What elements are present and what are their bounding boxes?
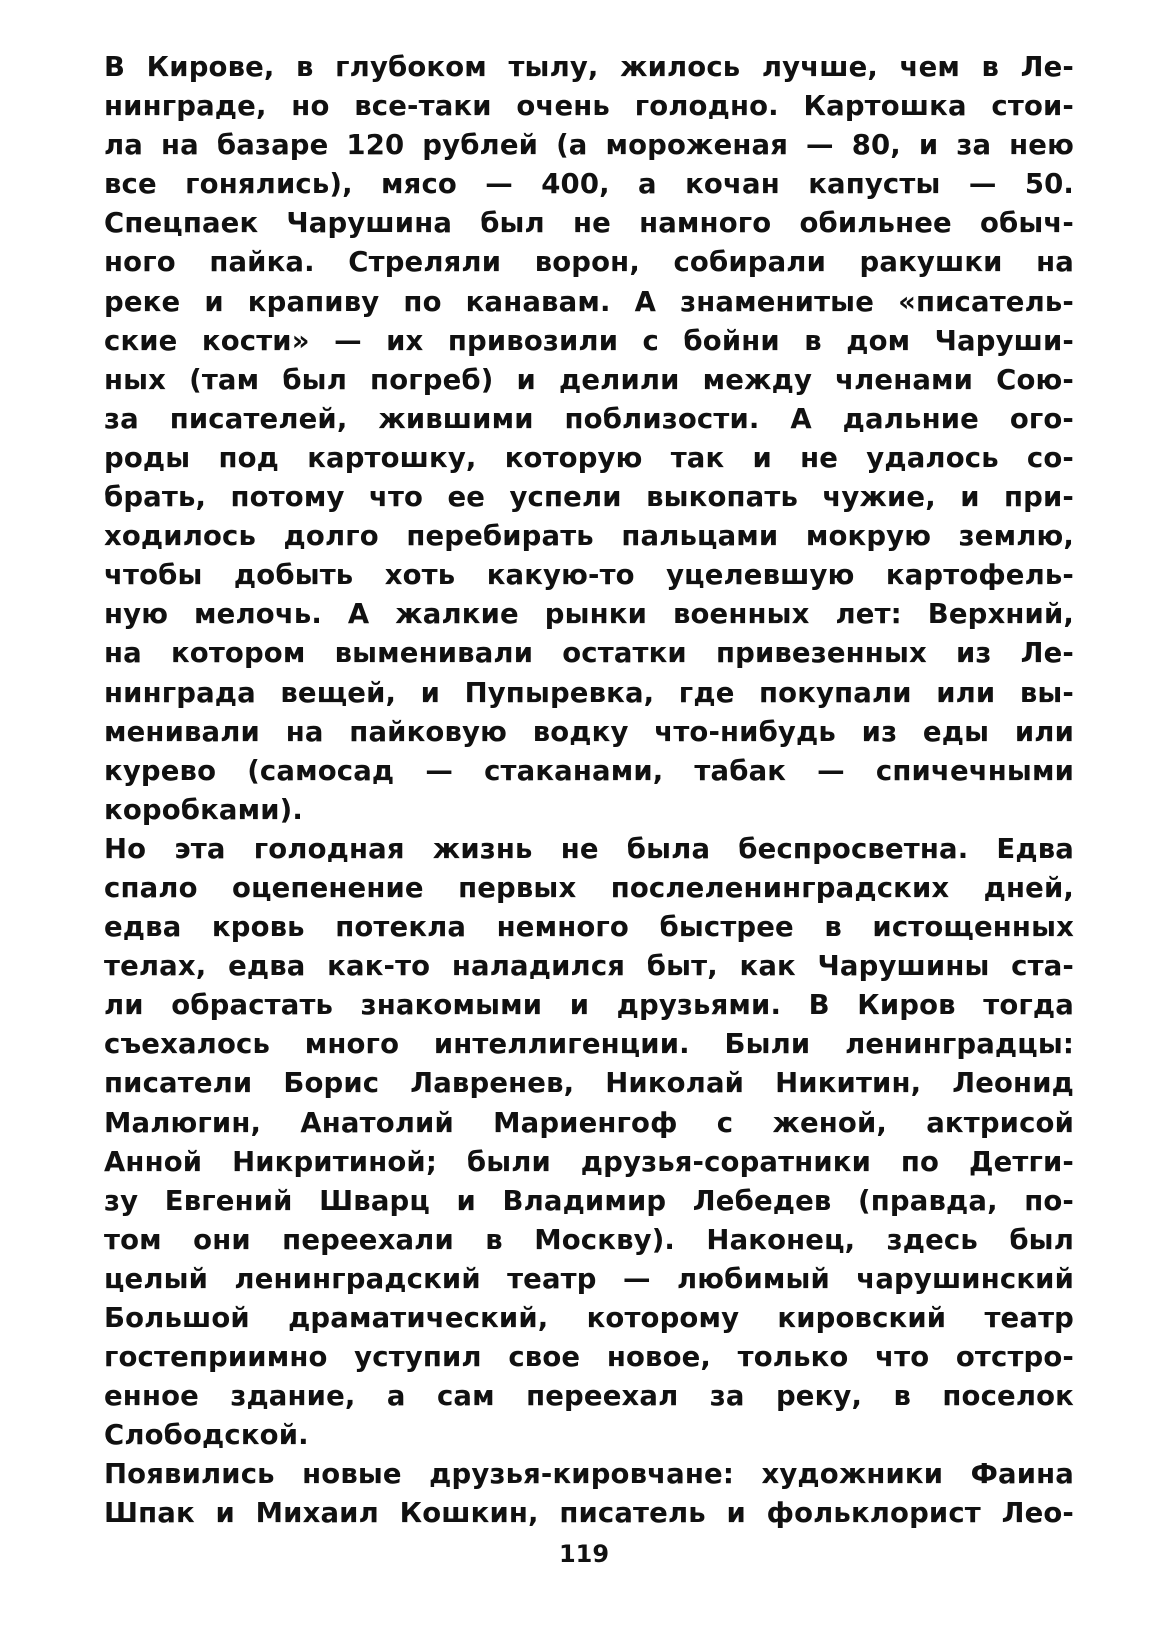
text-line: телах, едва как-то наладился быт, как Чарушины ста- — [104, 950, 1074, 983]
text-line: ские кости» — их привозили с бойни в дом Чаруши- — [104, 324, 1074, 357]
text-line: ходилось долго перебирать пальцами мокрую землю, — [104, 520, 1074, 553]
text-line: целый ленинградский театр — любимый чарушинский — [104, 1262, 1074, 1295]
text-line: менивали на пайковую водку что-нибудь из еды или — [104, 715, 1074, 748]
text-line: Большой драматический, которому кировский театр — [104, 1302, 1074, 1334]
text-line: Малюгин, Анатолий Мариенгоф с женой, актрисой — [104, 1106, 1074, 1139]
text-line: за писателей, жившими поблизости. А дальние ого- — [104, 402, 1074, 435]
text-line: зу Евгений Шварц и Владимир Лебедев (правда, по- — [104, 1184, 1074, 1217]
text-line: ную мелочь. А жалкие рынки военных лет: Верхний, — [104, 598, 1074, 631]
text-line: все гонялись), мясо — 400, а кочан капусты — 50. — [104, 168, 1074, 201]
text-line: нинграда вещей, и Пупыревка, где покупали или вы- — [104, 676, 1074, 709]
body-text — [104, 48, 1074, 1534]
text-line: едва кровь потекла немного быстрее в истощенных — [104, 911, 1074, 944]
text-line: Анной Никритиной; были друзья-соратники по Детги- — [104, 1145, 1074, 1178]
text-line: брать, потому что ее успели выкопать чужие, и при- — [104, 481, 1074, 514]
text-line: Спецпаек Чарушина был не намного обильнее обыч- — [104, 207, 1074, 240]
text-line: нинграде, но все-таки очень голодно. Картошка стои- — [104, 90, 1074, 123]
text-line: енное здание, а сам переехал за реку, в поселок — [104, 1380, 1074, 1413]
text-line: гостеприимно уступил свое новое, только что отстро- — [104, 1341, 1074, 1374]
text-line: чтобы добыть хоть какую-то уцелевшую картофель- — [104, 559, 1074, 592]
text-line: том они переехали в Москву). Наконец, здесь был — [104, 1223, 1074, 1256]
text-line: Появились новые друзья-кировчане: художники Фаина — [104, 1458, 1074, 1491]
text-line: на котором выменивали остатки привезенных из Ле- — [104, 637, 1074, 670]
text-line: ла на базаре 120 рублей (а мороженая — 80, и за нею — [104, 129, 1074, 162]
text-line: роды под картошку, которую так и не удалось со- — [104, 441, 1074, 474]
text-line: курево (самосад — стаканами, табак — спичечными — [104, 754, 1074, 787]
text-line: съехалось много интеллигенции. Были ленинградцы: — [104, 1028, 1074, 1061]
text-line: Но эта голодная жизнь не была беспросветна. Едва — [104, 832, 1074, 865]
text-line: ного пайка. Стреляли ворон, собирали ракушки на — [104, 246, 1074, 279]
text-line: Шпак и Михаил Кошкин, писатель и фольклорист Лео- — [104, 1497, 1074, 1530]
text-line: В Кирове, в глубоком тылу, жилось лучше, чем в Ле- — [104, 51, 1074, 83]
text-line: ных (там был погреб) и делили между членами Сою- — [104, 363, 1074, 396]
text-line: ли обрастать знакомыми и друзьями. В Киров тогда — [104, 989, 1074, 1022]
page-number: 119 — [558, 1540, 610, 1568]
text-line: реке и крапиву по канавам. А знаменитые «писатель- — [104, 285, 1074, 318]
paragraph-end-line: коробками). — [104, 793, 303, 826]
paragraph-end-line: Слободской. — [104, 1419, 309, 1452]
text-line: писатели Борис Лавренев, Николай Никитин, Леонид — [104, 1067, 1074, 1100]
text-line: спало оцепенение первых послеленинградских дней, — [104, 871, 1074, 904]
